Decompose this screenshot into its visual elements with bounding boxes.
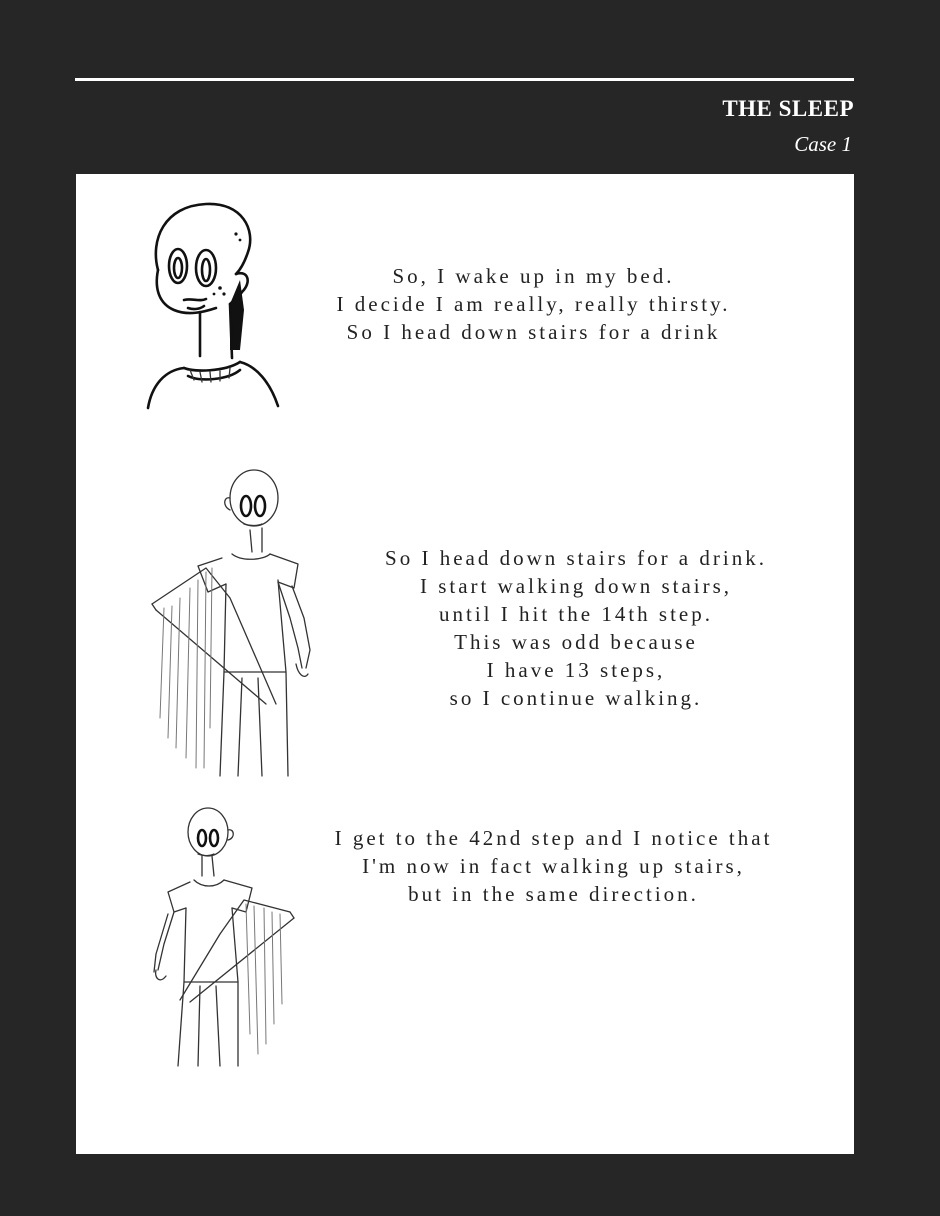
caption-line: This was odd because: [454, 630, 698, 654]
panel-3-caption: [276, 824, 831, 908]
page-title: THE SLEEP: [722, 96, 854, 121]
caption-line: So I head down stairs for a drink: [346, 320, 721, 344]
caption-line: So, I wake up in my bed.: [392, 264, 675, 288]
caption-line: So I head down stairs for a drink.: [385, 546, 767, 570]
caption-line: until I hit the 14th step.: [439, 602, 713, 626]
caption-line: but in the same direction.: [408, 882, 699, 906]
header-rule: [75, 78, 854, 81]
caption-line: I have 13 steps,: [486, 658, 666, 682]
caption-line: I decide I am really, really thirsty.: [336, 292, 731, 316]
caption-line: so I continue walking.: [449, 686, 703, 710]
caption-line: I get to the 42nd step and I notice that: [334, 826, 773, 850]
character-portrait-illustration: [144, 200, 284, 412]
page-subtitle: Case 1: [794, 132, 852, 156]
caption-line: I start walking down stairs,: [419, 574, 733, 598]
panel-2-caption: [316, 544, 836, 712]
caption-line: I'm now in fact walking up stairs,: [362, 854, 745, 878]
panel-1-caption: [271, 262, 796, 346]
character-standing-illustration: [146, 468, 326, 780]
comic-page: [76, 174, 854, 1154]
